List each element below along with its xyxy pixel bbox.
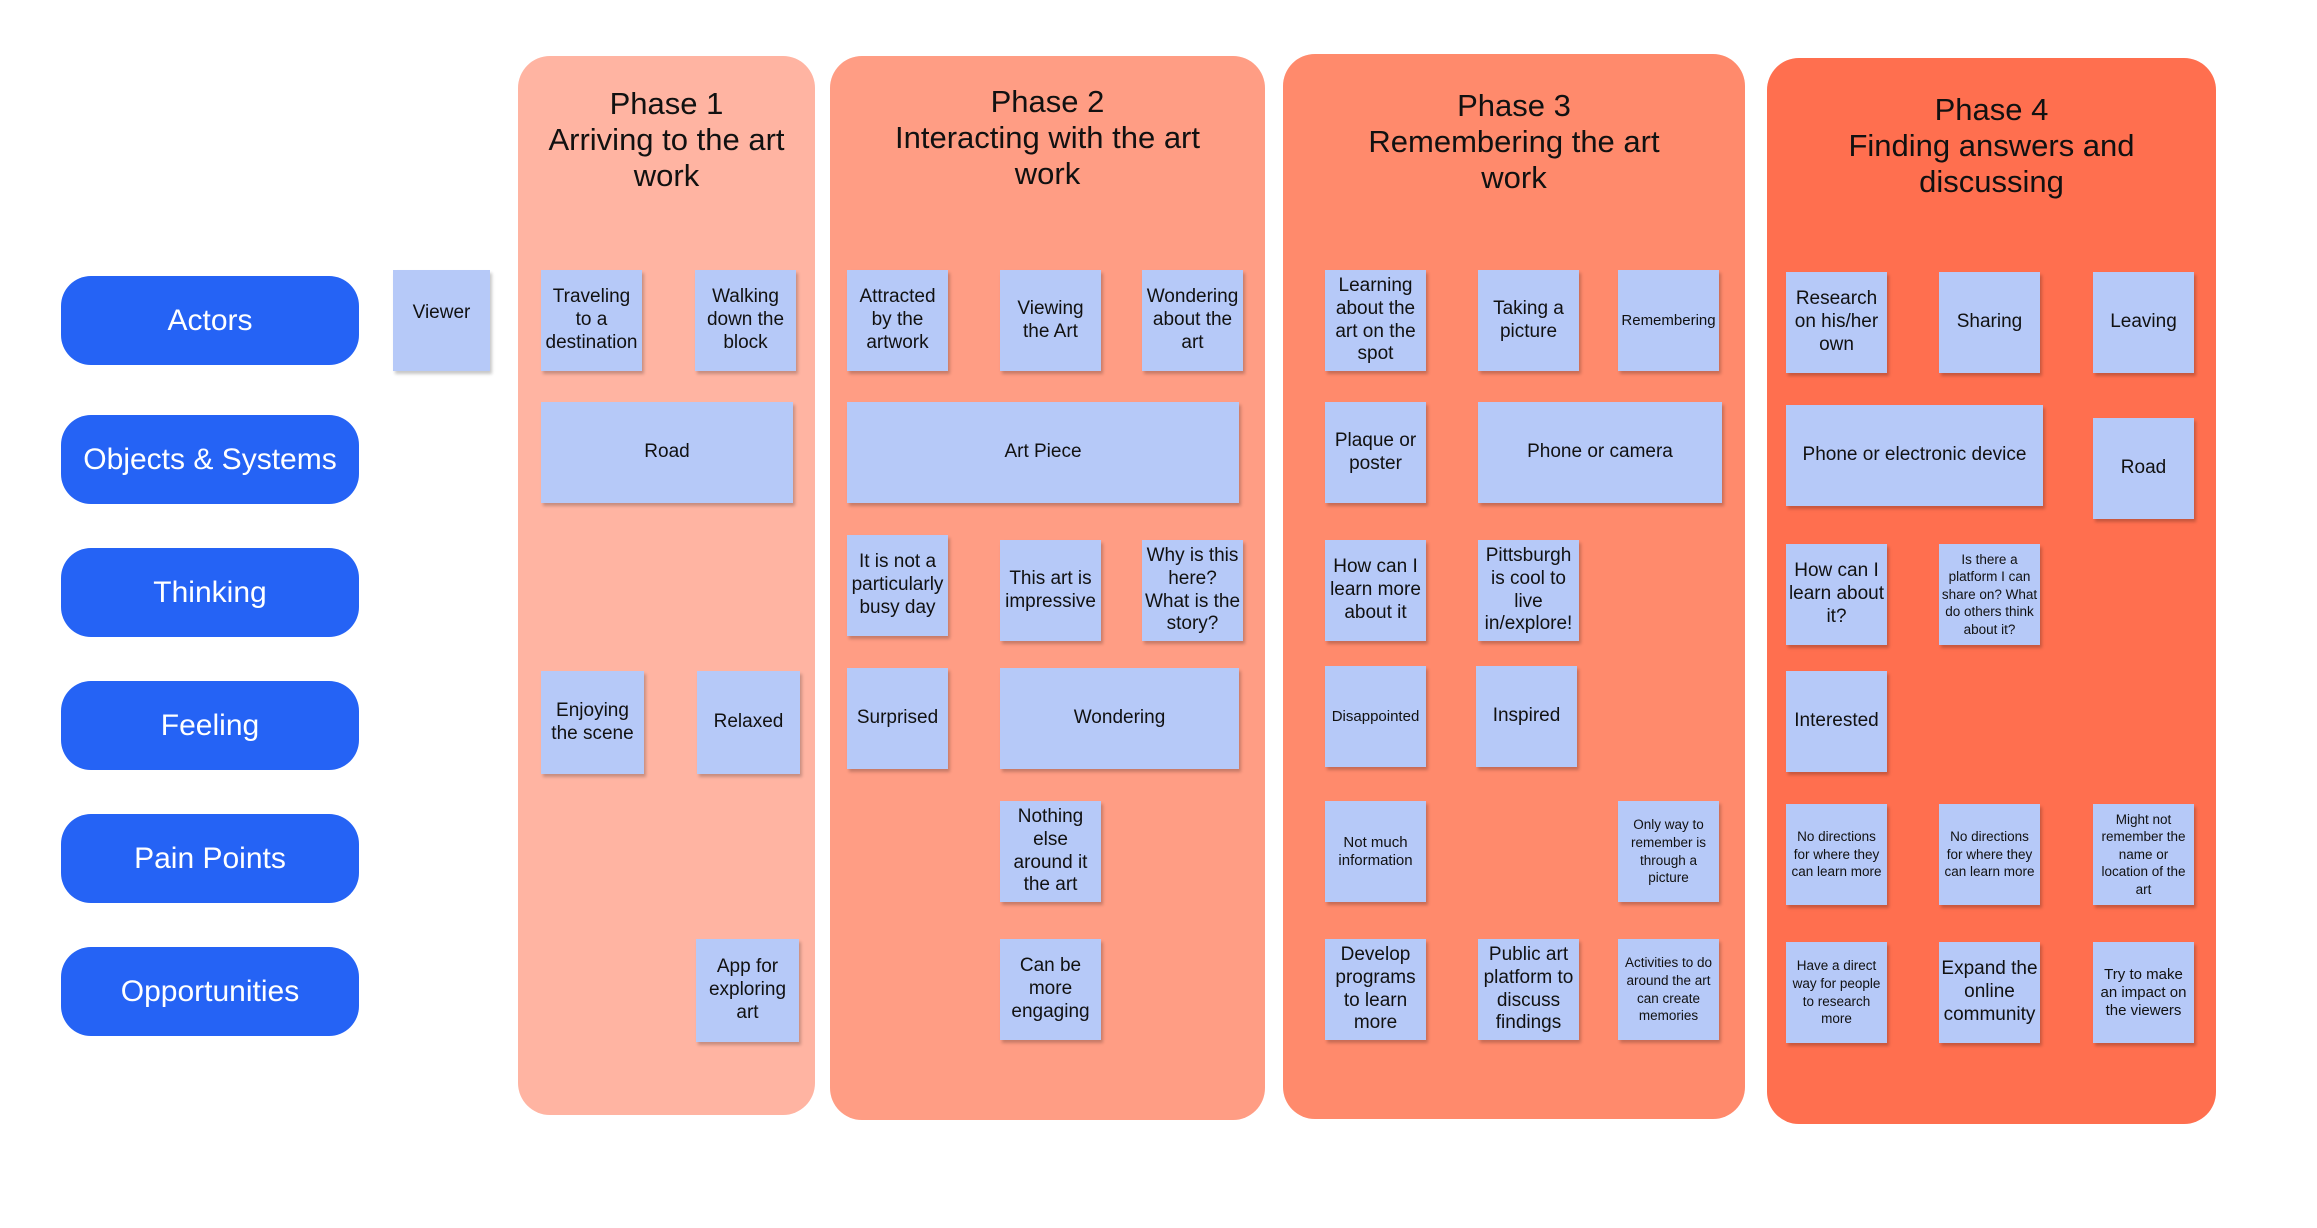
sticky-note: Phone or camera	[1478, 402, 1722, 503]
sticky-note: Why is this here? What is the story?	[1142, 540, 1243, 641]
sticky-note: Wondering about the art	[1142, 270, 1243, 371]
sticky-note: Relaxed	[697, 671, 800, 774]
sticky-note: Plaque or poster	[1325, 402, 1426, 503]
sticky-note: App for exploring art	[696, 939, 799, 1042]
sticky-note: Viewing the Art	[1000, 270, 1101, 371]
sticky-note: Public art platform to discuss findings	[1478, 939, 1579, 1040]
sticky-note: Walking down the block	[695, 270, 796, 371]
sticky-note: Sharing	[1939, 272, 2040, 373]
row-label-feeling: Feeling	[61, 681, 359, 770]
sticky-note: Pittsburgh is cool to live in/explore!	[1478, 540, 1579, 641]
sticky-note: Expand the online community	[1939, 942, 2040, 1043]
row-label-objects-systems: Objects & Systems	[61, 415, 359, 504]
sticky-note: It is not a particularly busy day	[847, 535, 948, 636]
sticky-note: Enjoying the scene	[541, 671, 644, 774]
sticky-note: Interested	[1786, 671, 1887, 772]
sticky-note: Can be more engaging	[1000, 939, 1101, 1040]
sticky-note: Have a direct way for people to research more	[1786, 942, 1887, 1043]
sticky-note: Road	[541, 402, 793, 503]
sticky-note: Remembering	[1618, 270, 1719, 371]
sticky-note: Wondering	[1000, 668, 1239, 769]
sticky-note: Road	[2093, 418, 2194, 519]
sticky-note: Not much information	[1325, 801, 1426, 902]
phase-1-title: Phase 1 Arriving to the art work	[548, 86, 785, 193]
sticky-note: No directions for where they can learn more	[1786, 804, 1887, 905]
sticky-note: This art is impressive	[1000, 540, 1101, 641]
row-label-actors: Actors	[61, 276, 359, 365]
sticky-note: How can I learn more about it	[1325, 540, 1426, 641]
sticky-note: Phone or electronic device	[1786, 405, 2043, 506]
row-label-thinking: Thinking	[61, 548, 359, 637]
phase-3-title: Phase 3 Remembering the art work	[1368, 88, 1660, 195]
sticky-note: Taking a picture	[1478, 270, 1579, 371]
sticky-note: Activities to do around the art can create memories	[1618, 939, 1719, 1040]
sticky-note: Attracted by the artwork	[847, 270, 948, 371]
sticky-note: Learning about the art on the spot	[1325, 270, 1426, 371]
sticky-note: Try to make an impact on the viewers	[2093, 942, 2194, 1043]
sticky-note: Traveling to a destination	[541, 270, 642, 371]
sticky-note: Only way to remember is through a picture	[1618, 801, 1719, 902]
sticky-note: How can I learn about it?	[1786, 544, 1887, 645]
sticky-note: No directions for where they can learn more	[1939, 804, 2040, 905]
row-label-pain-points: Pain Points	[61, 814, 359, 903]
sticky-note: Research on his/her own	[1786, 272, 1887, 373]
sticky-note: Leaving	[2093, 272, 2194, 373]
row-label-opportunities: Opportunities	[61, 947, 359, 1036]
sticky-note: Develop programs to learn more	[1325, 939, 1426, 1040]
sticky-note: Might not remember the name or location of the art	[2093, 804, 2194, 905]
sticky-note: Surprised	[847, 668, 948, 769]
sticky-note: Is there a platform I can share on? What do others think about it?	[1939, 544, 2040, 645]
sticky-note: Nothing else around it the art	[1000, 801, 1101, 902]
phase-4-title: Phase 4 Finding answers and discussing	[1848, 92, 2135, 199]
sticky-note: Disappointed	[1325, 666, 1426, 767]
sticky-note: Inspired	[1476, 666, 1577, 767]
viewer-note: Viewer	[393, 270, 490, 371]
sticky-note: Art Piece	[847, 402, 1239, 503]
phase-2-title: Phase 2 Interacting with the art work	[895, 84, 1200, 191]
